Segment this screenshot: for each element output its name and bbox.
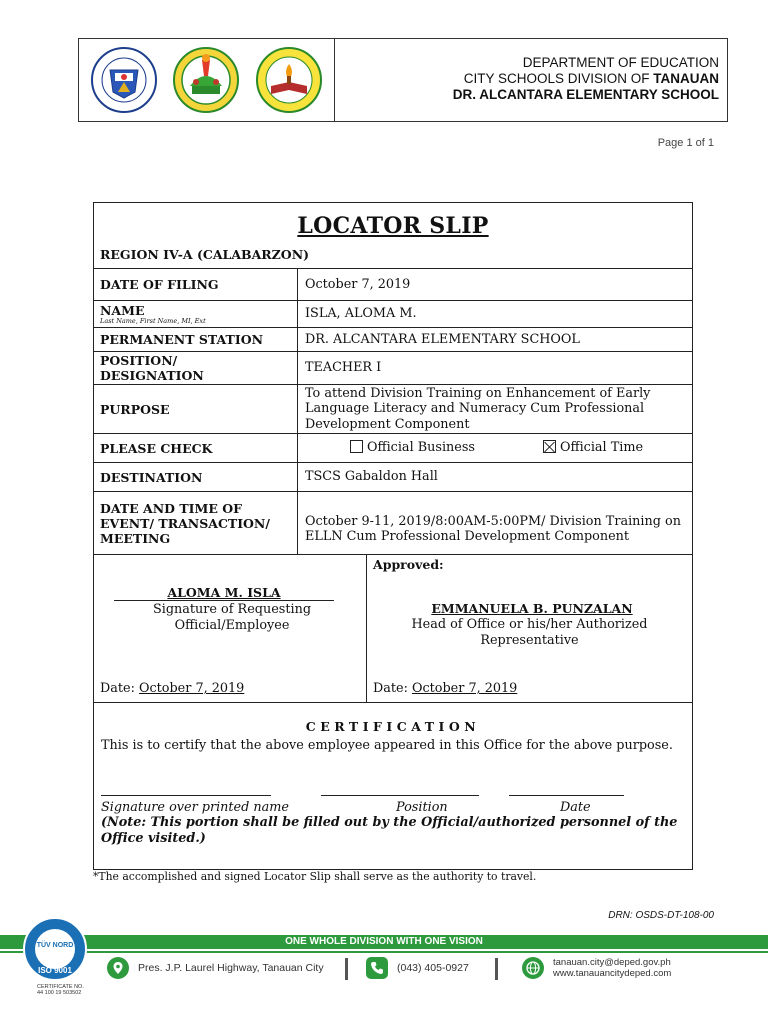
label-date-of-filing: DATE OF FILING: [94, 269, 298, 300]
footer-divider: [0, 951, 768, 953]
value-destination: TSCS Gabaldon Hall: [305, 469, 438, 485]
globe-icon: [522, 957, 544, 979]
row-purpose: [94, 385, 692, 434]
value-please-check: [298, 434, 692, 462]
label-position-line2: DESIGNATION: [100, 368, 204, 383]
dept-line3: DR. ALCANTARA ELEMENTARY SCHOOL: [452, 87, 719, 102]
dept-line1: DEPARTMENT OF EDUCATION: [522, 55, 719, 70]
footer-separator-2: [495, 958, 498, 980]
email-text[interactable]: tanauan.city@deped.gov.ph: [553, 957, 671, 968]
caption-position: Position: [396, 800, 448, 815]
certification-note: (Note: This portion shall be filled out by the Official/authorized personnel of the Office visited.): [101, 815, 678, 846]
caption-signature: Signature over printed name: [101, 800, 289, 815]
approver-role-line2: Representative: [480, 632, 579, 648]
value-permanent-station: DR. ALCANTARA ELEMENTARY SCHOOL: [305, 331, 580, 347]
certification-title: CERTIFICATION: [305, 719, 481, 734]
requester-role-line1: Signature of Requesting: [152, 602, 312, 617]
footer-tagline-bar: ONE WHOLE DIVISION WITH ONE VISION: [0, 935, 768, 949]
label-event-line3: MEETING: [100, 530, 171, 546]
label-permanent-station: PERMANENT STATION: [94, 328, 298, 351]
value-purpose: To attend Division Training on Enhancement of Early Language Literacy and Numeracy Cum Professional Development Component: [305, 385, 651, 432]
phone-icon: [366, 957, 388, 979]
signature-row: [94, 555, 692, 703]
iso-cert-value: 44 100 19 503502: [37, 990, 82, 996]
approved-label: Approved:: [373, 557, 444, 572]
region-label: REGION IV-A (CALABARZON): [100, 247, 310, 262]
dept-line2-prefix: CITY SCHOOLS DIVISION OF: [463, 71, 654, 86]
footer-web: [522, 957, 671, 979]
phone-text: (043) 405-0927: [397, 962, 469, 974]
dept-line2-bold: TANAUAN: [653, 71, 719, 86]
certification-section: [94, 703, 692, 869]
iso-certificate-number: [37, 984, 84, 996]
school-seal-icon: [255, 46, 323, 114]
web-contacts: [553, 957, 671, 979]
value-event: October 9-11, 2019/8:00AM-5:00PM/ Division Training on ELLN Cum Professional Development Component: [305, 513, 681, 544]
document-reference-number: DRN: OSDS-DT-108-00: [608, 910, 714, 921]
approver-date: [373, 681, 517, 696]
caption-date: Date: [560, 800, 591, 815]
label-name-text: NAME: [100, 303, 145, 318]
letterhead: [78, 38, 728, 122]
department-text: [335, 39, 727, 121]
form-title: LOCATOR SLIP: [297, 213, 489, 239]
option-official-business[interactable]: [350, 440, 475, 456]
date-blank-line: [509, 795, 624, 796]
label-purpose: PURPOSE: [94, 385, 298, 433]
page-number: Page 1 of 1: [657, 137, 714, 149]
checkbox-official-time[interactable]: [543, 440, 556, 453]
value-position: TEACHER I: [305, 360, 382, 376]
value-date-of-filing: October 7, 2019: [305, 276, 411, 292]
iso-certification-badge-icon: [22, 916, 88, 982]
title-row: [94, 203, 692, 269]
label-official-time: Official Time: [559, 440, 644, 456]
requester-role: [114, 602, 350, 633]
row-date-of-filing: [94, 269, 692, 301]
row-please-check: [94, 434, 692, 463]
label-destination: DESTINATION: [94, 463, 298, 491]
row-name: [94, 301, 692, 328]
row-permanent-station: [94, 328, 692, 352]
requester-date-value: October 7, 2019: [138, 681, 245, 696]
address-text: Pres. J.P. Laurel Highway, Tanauan City: [138, 962, 324, 974]
footnote: *The accomplished and signed Locator Slip shall serve as the authority to travel.: [93, 870, 537, 883]
label-event: [94, 492, 298, 554]
checkbox-official-business[interactable]: [350, 440, 363, 453]
logo-group: [79, 39, 335, 121]
option-official-time[interactable]: [543, 440, 643, 456]
value-name: ISLA, ALOMA M.: [305, 306, 417, 322]
dept-line2: [335, 71, 719, 87]
locator-slip-form: [93, 202, 693, 870]
row-position: [94, 352, 692, 385]
label-official-business: Official Business: [367, 440, 475, 456]
requester-role-line2: Official/Employee: [174, 617, 290, 633]
signature-blank-line: [101, 795, 271, 796]
requester-name: ALOMA M. ISLA: [167, 585, 281, 600]
row-event: [94, 492, 692, 555]
footer-separator-1: [345, 958, 348, 980]
iso-brand: TÜV NORD: [36, 942, 74, 949]
location-pin-icon: [107, 957, 129, 979]
label-event-line2: EVENT/ TRANSACTION/: [100, 515, 270, 531]
label-event-line1: DATE AND TIME OF: [100, 500, 242, 516]
website-text[interactable]: www.tanauancitydeped.com: [553, 968, 672, 979]
label-name-sub: Last Name, First Name, MI, Ext: [100, 317, 206, 325]
approver-name: EMMANUELA B. PUNZALAN: [431, 601, 633, 616]
division-seal-icon: [172, 46, 240, 114]
label-position-line1: POSITION/: [100, 353, 178, 368]
iso-label: ISO 9001: [38, 966, 72, 975]
requester-signature-block: [94, 555, 367, 702]
footer-address: [107, 957, 324, 979]
approver-role-line1: Head of Office or his/her Authorized: [411, 617, 648, 632]
row-destination: [94, 463, 692, 492]
requester-signature-line: [114, 600, 334, 601]
iso-cert-label: CERTIFICATE NO.: [37, 984, 84, 990]
deped-seal-icon: [90, 46, 158, 114]
requester-date-label: Date:: [100, 681, 139, 696]
approver-date-label: Date:: [373, 681, 412, 696]
label-please-check: PLEASE CHECK: [94, 434, 298, 462]
certification-body: This is to certify that the above employee appeared in this Office for the above purpose.: [101, 738, 673, 753]
position-blank-line: [321, 795, 479, 796]
approver-signature-block: [367, 555, 692, 702]
label-name: [94, 301, 298, 327]
footer-phone: [366, 957, 469, 979]
label-position: [94, 352, 298, 384]
requester-date: [100, 681, 244, 696]
approver-date-value: October 7, 2019: [411, 681, 518, 696]
approver-role: [377, 617, 682, 648]
